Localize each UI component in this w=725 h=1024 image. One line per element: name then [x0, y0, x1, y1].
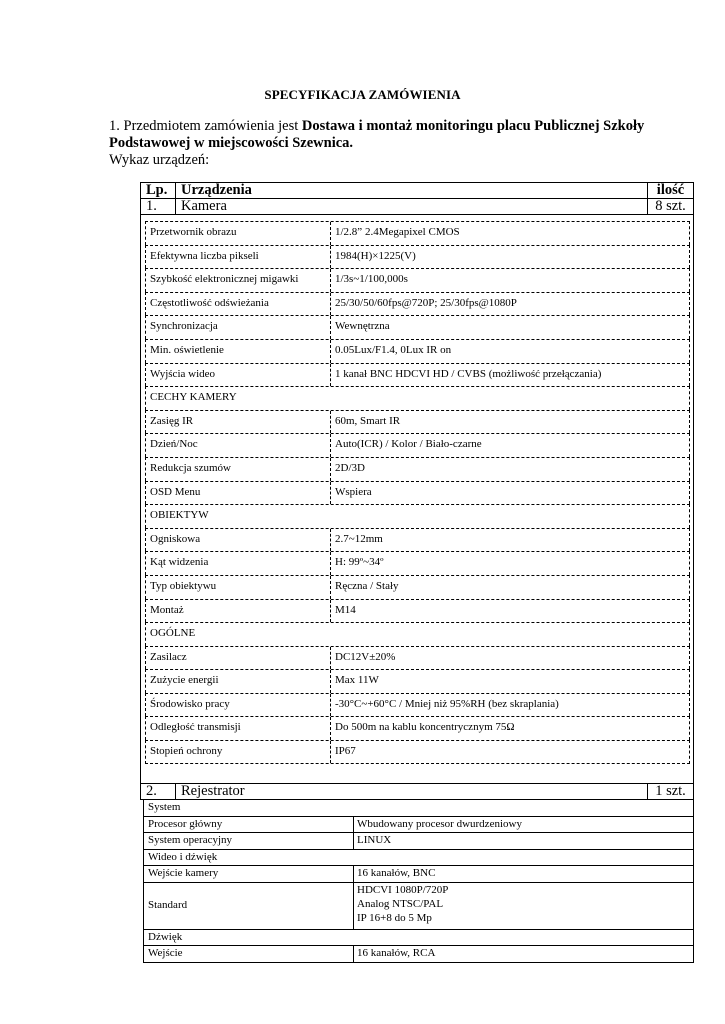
spec-key: Zasięg IR	[150, 414, 194, 427]
intro-paragraph	[109, 118, 669, 169]
section-label: CECHY KAMERY	[150, 391, 237, 404]
spec-key: Min. oświetlenie	[150, 343, 224, 356]
spec-value: 1 kanał BNC HDCVI HD / CVBS (możliwość przełączania)	[330, 364, 689, 387]
item-row-recorder	[140, 783, 694, 800]
spec-key: Montaż	[150, 603, 184, 616]
spec-value: M14	[330, 600, 689, 623]
recorder-row	[144, 817, 693, 834]
spec-key: System operacyjny	[148, 834, 233, 846]
spec-key: OSD Menu	[150, 485, 201, 498]
spec-value: H: 99º~34º	[330, 552, 689, 575]
standard-line: IP 16+8 do 5 Mp	[357, 911, 432, 924]
standard-line: HDCVI 1080P/720P	[357, 883, 449, 896]
spec-key: Redukcja szumów	[150, 461, 231, 474]
spec-value: LINUX	[353, 833, 693, 849]
spec-value: Max 11W	[330, 670, 689, 693]
spec-value: Wspiera	[330, 482, 689, 505]
section-label: Wideo i dźwięk	[148, 850, 218, 863]
spec-row	[145, 716, 690, 740]
recorder-row	[144, 833, 693, 850]
spec-row	[145, 315, 690, 339]
spec-value: 2D/3D	[330, 458, 689, 481]
section-label: OBIEKTYW	[150, 509, 209, 522]
spec-key: Stopień ochrony	[150, 745, 223, 758]
spec-key: Odległość transmisji	[150, 721, 241, 734]
spec-value: -30°C~+60°C / Mniej niż 95%RH (bez skraplania)	[330, 694, 689, 717]
recorder-spec-table	[143, 800, 694, 963]
spec-key: Ogniskowa	[150, 532, 201, 545]
spec-row	[145, 268, 690, 292]
header-device: Urządzenia	[176, 183, 648, 198]
recorder-section-system	[144, 800, 693, 817]
spec-value: 2.7~12mm	[330, 529, 689, 552]
spec-key: Zasilacz	[150, 650, 187, 663]
spec-key: Wyjścia wideo	[150, 367, 216, 380]
spec-row	[145, 528, 690, 552]
spec-value: Wbudowany procesor dwurdzeniowy	[353, 817, 693, 833]
header-lp: Lp.	[141, 183, 176, 198]
spec-key: Dzień/Noc	[150, 438, 198, 451]
spec-value: 16 kanałów, BNC	[353, 866, 693, 882]
spec-value: IP67	[330, 741, 689, 763]
spec-row	[145, 740, 690, 764]
item-name: Rejestrator	[176, 784, 648, 799]
spec-key: Zużycie energii	[150, 674, 219, 687]
spec-value: 16 kanałów, RCA	[353, 946, 693, 962]
spec-row	[145, 245, 690, 269]
device-list-label: Wykaz urządzeń:	[109, 152, 210, 168]
table-header	[140, 182, 694, 199]
document-title: SPECYFIKACJA ZAMÓWIENIA	[264, 87, 461, 102]
spec-row	[145, 551, 690, 575]
spec-row	[145, 363, 690, 387]
spec-row	[145, 481, 690, 505]
spec-section-row	[145, 386, 690, 410]
spec-section-row	[145, 504, 690, 528]
spec-value: 60m, Smart IR	[330, 411, 689, 434]
camera-spec-table	[145, 221, 690, 764]
recorder-row	[144, 883, 693, 930]
spec-value: Ręczna / Stały	[330, 576, 689, 599]
section-label: Dźwięk	[148, 930, 183, 943]
spec-row	[145, 221, 690, 245]
intro-prefix: 1. Przedmiotem zamówienia jest	[109, 118, 302, 134]
spec-value: 1/2.8” 2.4Megapixel CMOS	[330, 222, 689, 245]
spec-key: Kąt widzenia	[150, 556, 209, 569]
item-lp: 2.	[141, 784, 176, 799]
spec-key: Efektywna liczba pikseli	[150, 249, 259, 262]
intro-subject: Dostawa i montaż monitoringu placu Publicznej Szkoły Podstawowej w miejscowości Szewnica.	[109, 118, 645, 151]
spec-key: Środowisko pracy	[150, 697, 230, 710]
spec-row	[145, 410, 690, 434]
recorder-section-audio	[144, 930, 693, 947]
item-name: Kamera	[176, 199, 648, 214]
spec-key: Typ obiektywu	[150, 579, 217, 592]
spec-key: Częstotliwość odświeżania	[150, 296, 269, 309]
spec-row	[145, 693, 690, 717]
spec-key: Wejście	[148, 947, 183, 959]
item-qty: 1 szt.	[655, 783, 686, 799]
spec-row	[145, 292, 690, 316]
item-qty: 8 szt.	[655, 198, 686, 214]
spec-row	[145, 599, 690, 623]
spec-value: 25/30/50/60fps@720P; 25/30fps@1080P	[330, 293, 689, 316]
item-lp: 1.	[141, 199, 176, 214]
spec-section-row	[145, 622, 690, 646]
spec-value: Do 500m na kablu koncentrycznym 75Ω	[330, 717, 689, 740]
spec-value: Auto(ICR) / Kolor / Biało-czarne	[330, 434, 689, 457]
section-label: OGÓLNE	[150, 627, 196, 640]
spec-row	[145, 646, 690, 670]
spec-row	[145, 575, 690, 599]
spec-value: DC12V±20%	[330, 647, 689, 670]
spec-key: Wejście kamery	[148, 867, 219, 879]
header-qty: ilość	[656, 182, 685, 198]
spec-value	[353, 883, 693, 929]
spec-value: 1/3s~1/100,000s	[330, 269, 689, 292]
spec-row	[145, 457, 690, 481]
spec-row	[145, 669, 690, 693]
section-label: System	[148, 801, 181, 813]
spec-key: Przetwornik obrazu	[150, 226, 237, 238]
item-row-camera	[140, 198, 694, 215]
spec-key: Synchronizacja	[150, 320, 218, 333]
spec-row	[145, 339, 690, 363]
recorder-section-av	[144, 850, 693, 867]
spec-key: Procesor główny	[148, 817, 223, 830]
spec-value: Wewnętrzna	[330, 316, 689, 339]
standard-line: Analog NTSC/PAL	[357, 897, 444, 910]
spec-key: Standard	[148, 898, 188, 911]
spec-row	[145, 433, 690, 457]
spec-value: 1984(H)×1225(V)	[330, 246, 689, 269]
spec-value: 0.05Lux/F1.4, 0Lux IR on	[330, 340, 689, 363]
spec-key: Szybkość elektronicznej migawki	[150, 273, 299, 286]
recorder-row	[144, 866, 693, 883]
recorder-row	[144, 946, 693, 963]
